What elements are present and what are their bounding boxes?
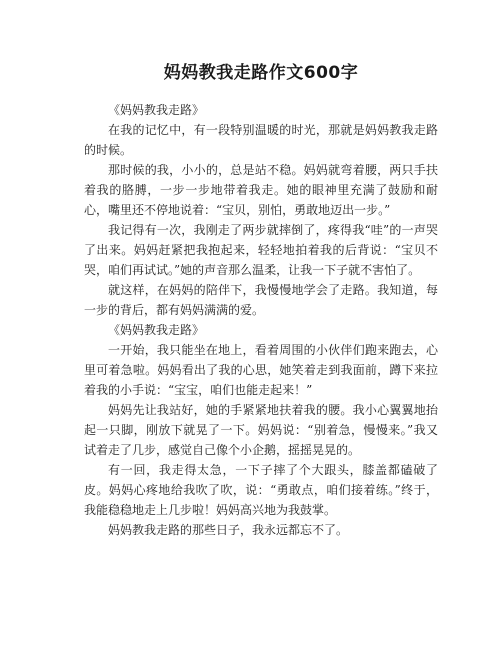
paragraph: 有一回，我走得太急，一下子摔了个大跟头，膝盖都磕破了皮。妈妈心疼地给我吹了吹，说：“勇敢点，咱们接着练。”终于，我能稳稳地走上几步啦！妈妈高兴地为我鼓掌。 <box>84 463 438 517</box>
paragraph: 就这样，在妈妈的陪伴下，我慢慢地学会了走路。我知道，每一步的背后，都有妈妈满满的爱。 <box>84 283 438 317</box>
paragraph: 妈妈教我走路的那些日子，我永远都忘不了。 <box>108 523 349 537</box>
paragraph: 一开始，我只能坐在地上，看着周围的小伙伴们跑来跑去，心里可着急啦。妈妈看出了我的心思，她笑着走到我面前，蹲下来拉着我的小手说：“宝宝，咱们也能走起来！” <box>84 343 438 397</box>
paragraph: 妈妈先让我站好，她的手紧紧地扶着我的腰。我小心翼翼地抬起一只脚，刚放下就晃了一下。妈妈说：“别着急，慢慢来。”我又试着走了几步，感觉自己像个小企鹅，摇摇晃晃的。 <box>84 403 438 457</box>
paragraph: 那时候的我，小小的，总是站不稳。妈妈就弯着腰，两只手扶着我的胳膊，一步一步地带着我走。她的眼神里充满了鼓励和耐心，嘴里还不停地说着：“宝贝，别怕，勇敢地迈出一步。” <box>84 163 438 217</box>
essay-heading-2: 《妈妈教我走路》 <box>108 323 205 337</box>
essay-heading-1: 《妈妈教我走路》 <box>108 103 205 117</box>
document-title: 妈妈教我走路作文600字 <box>163 63 359 83</box>
paragraph: 我记得有一次，我刚走了两步就摔倒了，疼得我“哇”的一声哭了出来。妈妈赶紧把我抱起来，轻轻地拍着我的后背说：“宝贝不哭，咱们再试试。”她的声音那么温柔，让我一下子就不害怕了。 <box>84 223 438 277</box>
document-body <box>84 100 438 540</box>
paragraph: 在我的记忆中，有一段特别温暖的时光，那就是妈妈教我走路的时候。 <box>84 123 438 157</box>
